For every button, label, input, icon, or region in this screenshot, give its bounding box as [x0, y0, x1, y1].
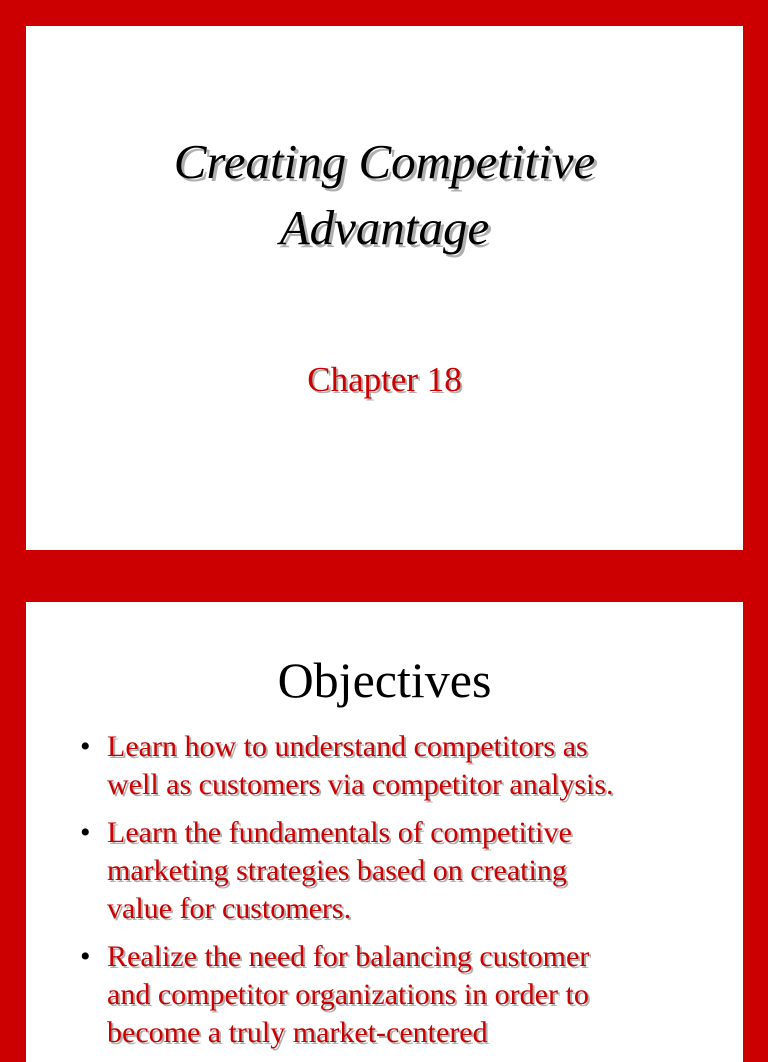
objective-text-line: Learn the fundamentals of competitive — [107, 816, 572, 849]
bullet-icon: • — [80, 816, 91, 849]
objective-text-line: well as customers via competitor analysis. — [107, 768, 614, 801]
objective-text-line: value for customers. — [107, 892, 352, 925]
objective-text-line: and competitor organizations in order to — [107, 978, 589, 1011]
objectives-list — [26, 728, 743, 1062]
chapter-subtitle: Chapter 18 — [307, 360, 462, 399]
objective-text-line: marketing strategies based on creating — [107, 854, 567, 887]
objective-item-1 — [26, 728, 743, 804]
objective-item-2 — [26, 814, 743, 928]
slide-title-line-1: Creating Competitive — [173, 134, 596, 189]
bullet-icon: • — [80, 730, 91, 763]
objective-text-line: Learn how to understand competitors as — [107, 730, 588, 763]
title-slide — [26, 26, 743, 550]
objective-item-3 — [26, 938, 743, 1052]
objectives-slide — [26, 602, 743, 1062]
objectives-heading: Objectives — [277, 652, 492, 708]
objective-text-line: become a truly market-centered — [107, 1016, 488, 1049]
slide-title-line-2: Advantage — [279, 200, 490, 255]
bullet-icon: • — [80, 940, 91, 973]
objective-text-line: Realize the need for balancing customer — [107, 940, 590, 973]
